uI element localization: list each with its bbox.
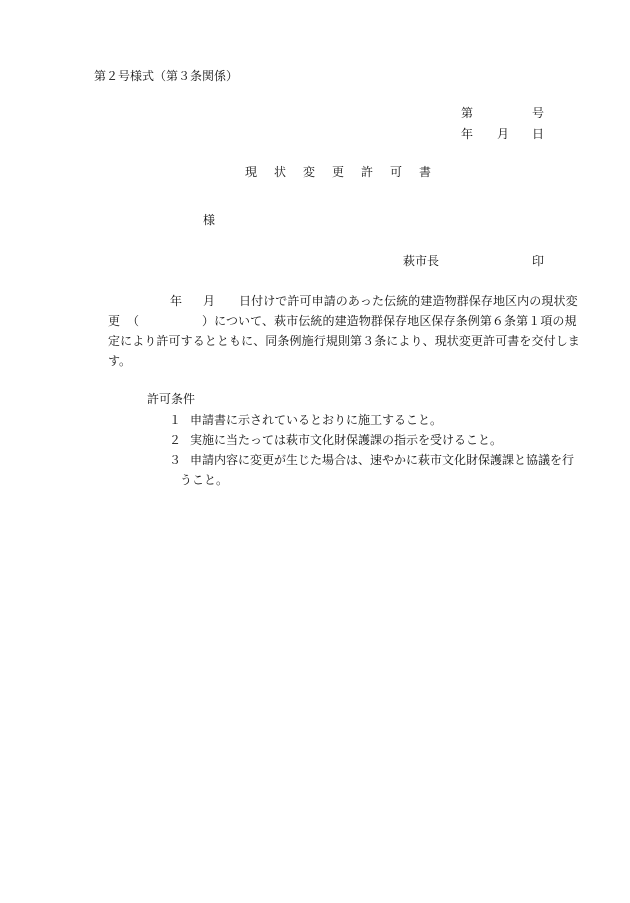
date-day: 日 (532, 127, 545, 141)
addressee-suffix: 様 (203, 213, 216, 227)
condition-text: 申請内容に変更が生じた場合は、速やかに萩市文化財保護課と協議を行 (190, 453, 575, 467)
condition-item-3-continuation: うこと。 (180, 473, 229, 487)
date-year: 年 (461, 127, 474, 141)
body-line1-month: 月 (203, 294, 216, 308)
condition-number: ３ (169, 453, 182, 467)
doc-number-dai: 第 (461, 106, 474, 120)
doc-number-go: 号 (532, 106, 545, 120)
body-line1-rest: 日付けで許可申請のあった伝統的建造物群保存地区内の現状変 (239, 294, 578, 308)
document-title: 現状変更許可書 (245, 165, 449, 179)
body-line3: 定により許可するとともに、同条例施行規則第３条により、現状変更許可書を交付しま (108, 334, 580, 348)
condition-text: 申請書に示されているとおりに施工すること。 (190, 413, 443, 427)
issuer-seal: 印 (532, 254, 545, 268)
condition-number: ２ (169, 433, 182, 447)
condition-text: 実施に当たっては萩市文化財保護課の指示を受けること。 (190, 433, 503, 447)
date-month: 月 (497, 127, 510, 141)
body-line2-rest: ）について、萩市伝統的建造物群保存地区保存条例第６条第１項の規 (202, 314, 577, 328)
form-number: 第２号様式（第３条関係） (94, 69, 239, 83)
body-line4: す。 (108, 354, 132, 368)
issuer-name: 萩市長 (403, 254, 440, 268)
body-line1-year: 年 (170, 294, 183, 308)
body-line2-start: 更（ (108, 314, 147, 328)
conditions-label: 許可条件 (147, 392, 196, 406)
condition-number: １ (169, 413, 182, 427)
